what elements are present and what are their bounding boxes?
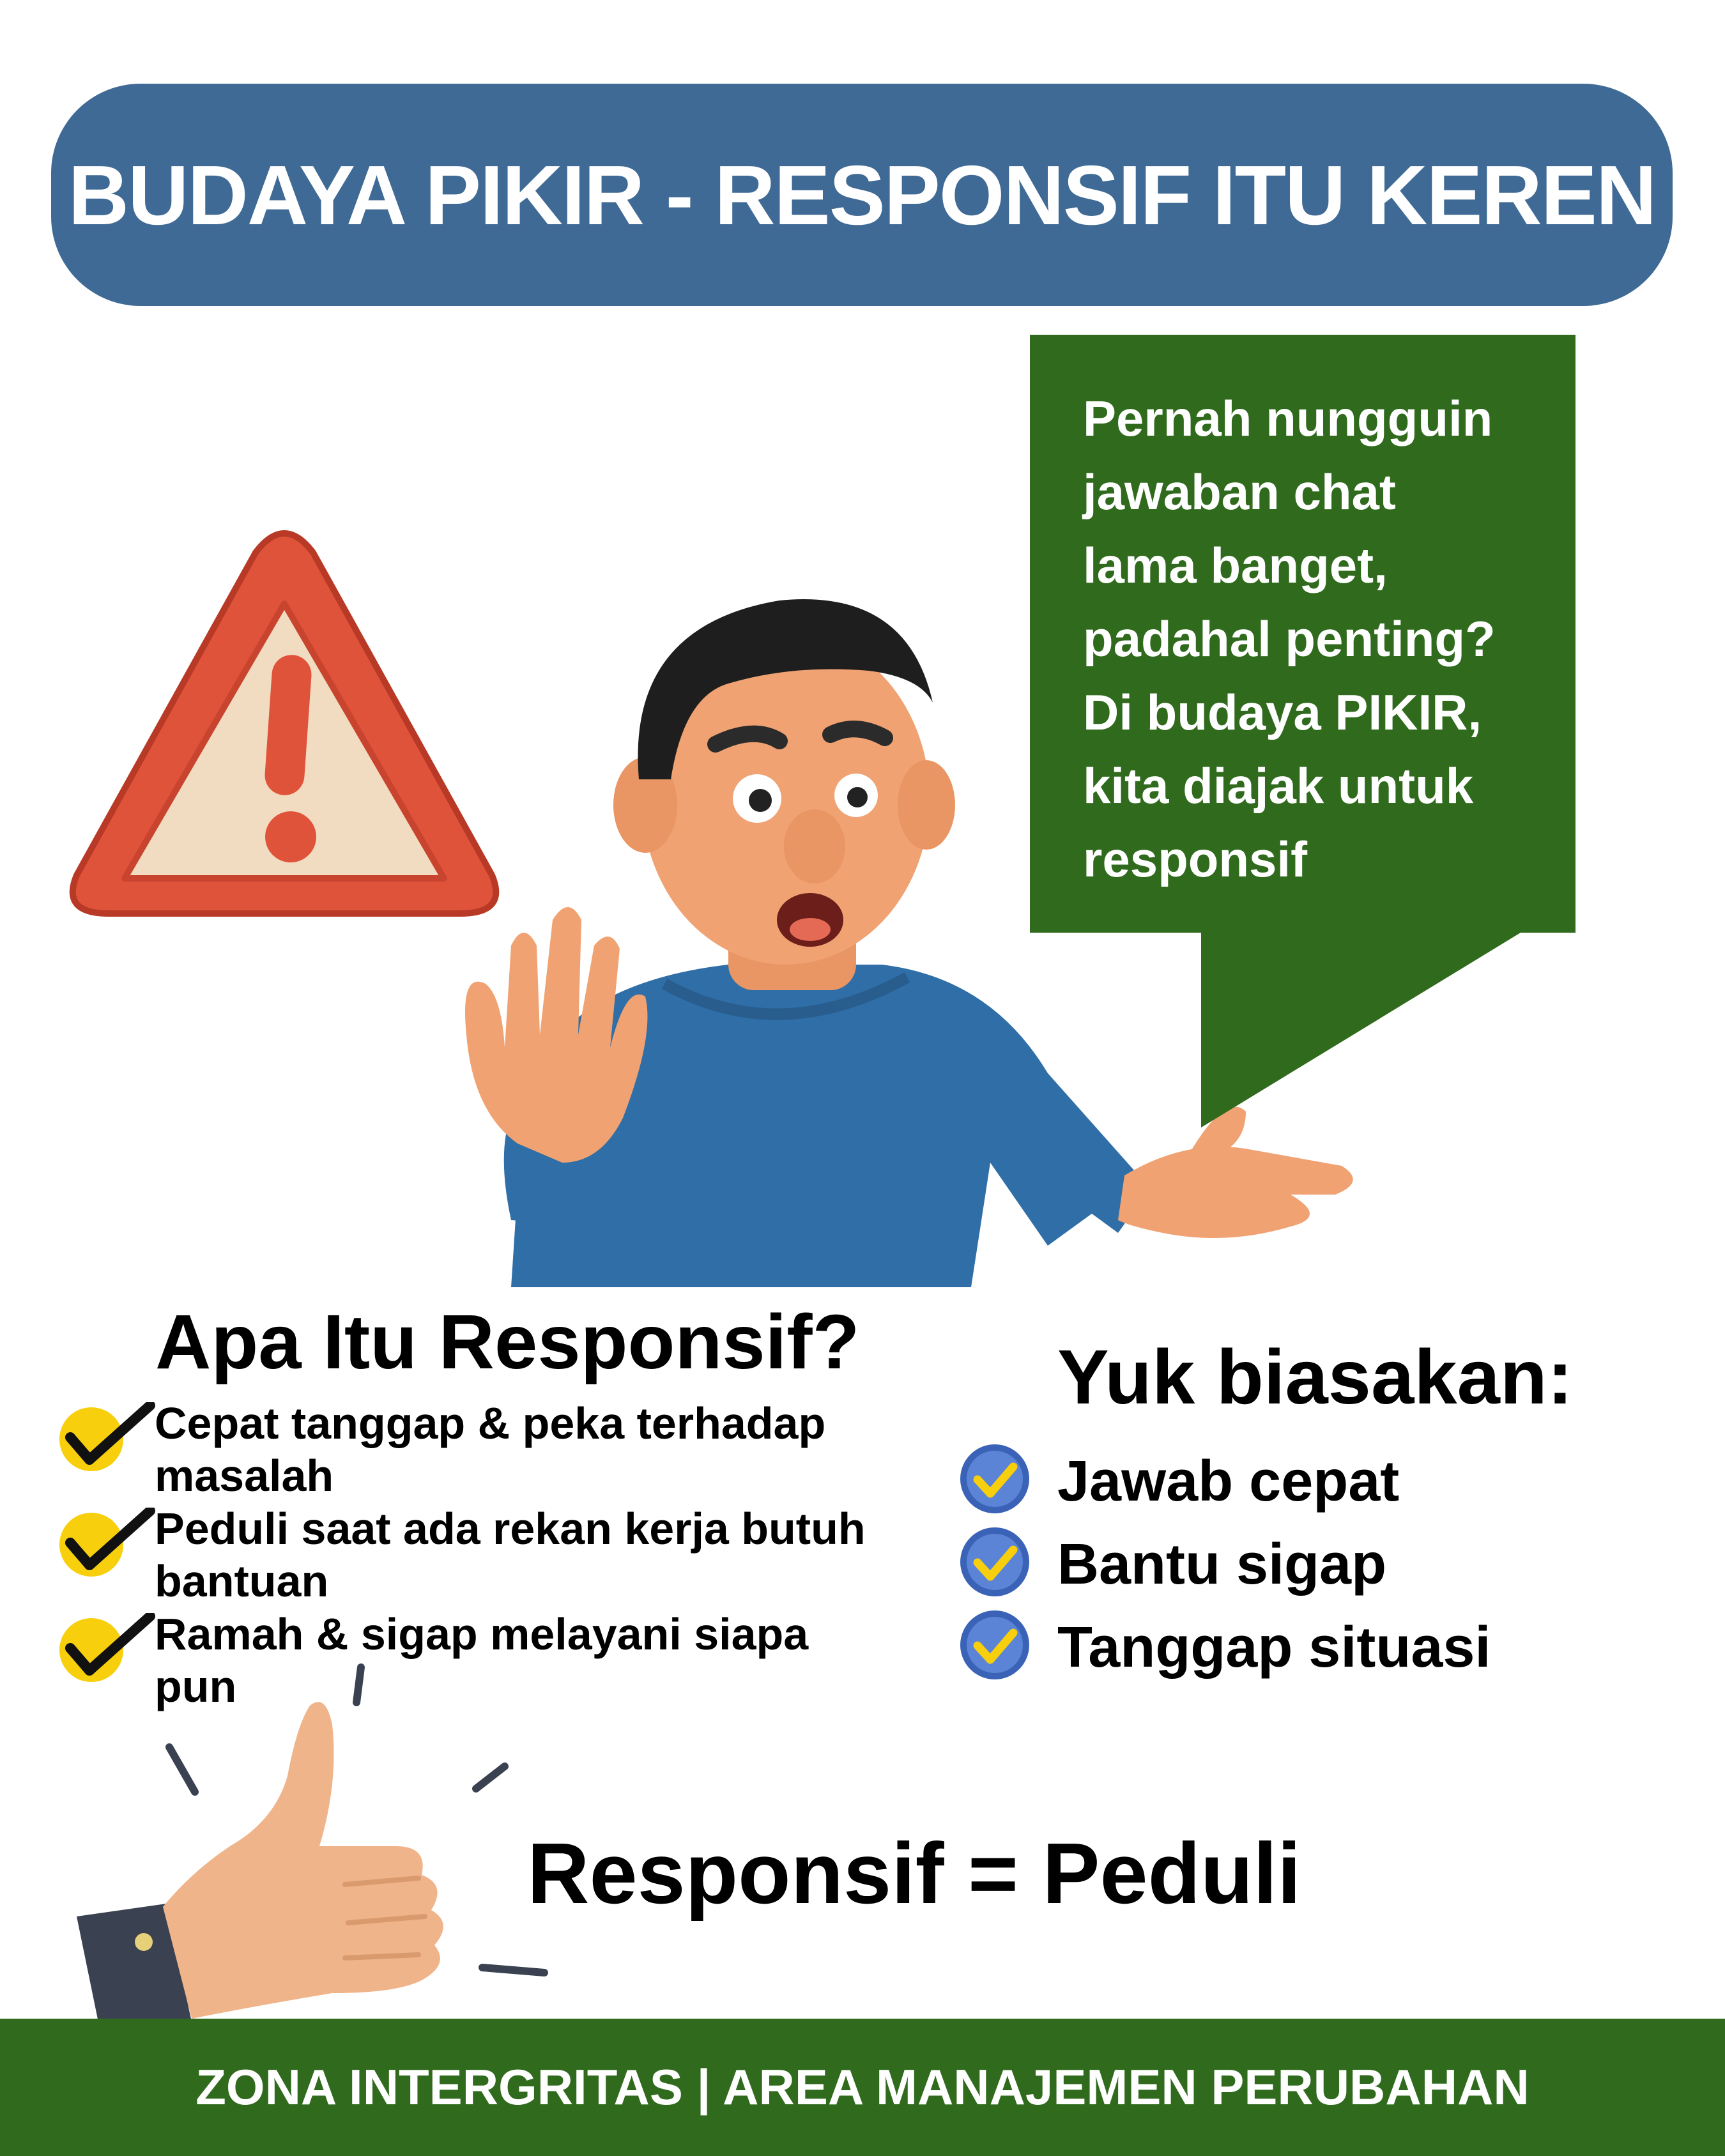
check-mark-icon [54, 1402, 163, 1472]
bubble-line: responsif [1083, 831, 1308, 887]
bubble-line: Di budaya PIKIR, [1083, 684, 1482, 740]
badge-check-icon [958, 1525, 1032, 1599]
page-title: BUDAYA PIKIR - RESPONSIF ITU KEREN [68, 148, 1656, 242]
habit-item-label: Tanggap situasi [1057, 1616, 1491, 1679]
definition-item-line: Ramah & sigap melayani siapa [155, 1609, 809, 1659]
badge-check-icon [958, 1442, 1032, 1516]
definition-item-line: bantuan [155, 1556, 329, 1606]
habit-item-label: Jawab cepat [1057, 1449, 1400, 1513]
definition-item-line: masalah [155, 1451, 334, 1501]
bubble-line: jawaban chat [1083, 464, 1396, 520]
definition-heading: Apa Itu Responsif? [155, 1298, 860, 1385]
definition-item-line: pun [155, 1662, 237, 1711]
definition-item-line: Peduli saat ada rekan kerja butuh [155, 1504, 866, 1554]
habit-item-label: Bantu sigap [1057, 1533, 1387, 1596]
badge-check-icon [958, 1609, 1032, 1682]
definition-item-line: Cepat tanggap & peka terhadap [155, 1398, 826, 1448]
check-mark-icon [54, 1508, 163, 1578]
speech-bubble-text [1083, 382, 1568, 896]
title-banner [51, 84, 1673, 306]
bubble-line: padahal penting? [1083, 611, 1496, 667]
bubble-line: lama banget, [1083, 537, 1388, 593]
footer-bar [0, 2019, 1725, 2156]
slogan: Responsif = Peduli [527, 1825, 1301, 1922]
habits-heading: Yuk biasakan: [1057, 1333, 1574, 1420]
bubble-line: kita diajak untuk [1083, 758, 1474, 814]
bubble-line: Pernah nungguin [1083, 390, 1493, 447]
footer-text: ZONA INTERGRITAS | AREA MANAJEMEN PERUBAHAN [195, 2059, 1529, 2115]
thumbs-up-icon [64, 1655, 575, 2051]
